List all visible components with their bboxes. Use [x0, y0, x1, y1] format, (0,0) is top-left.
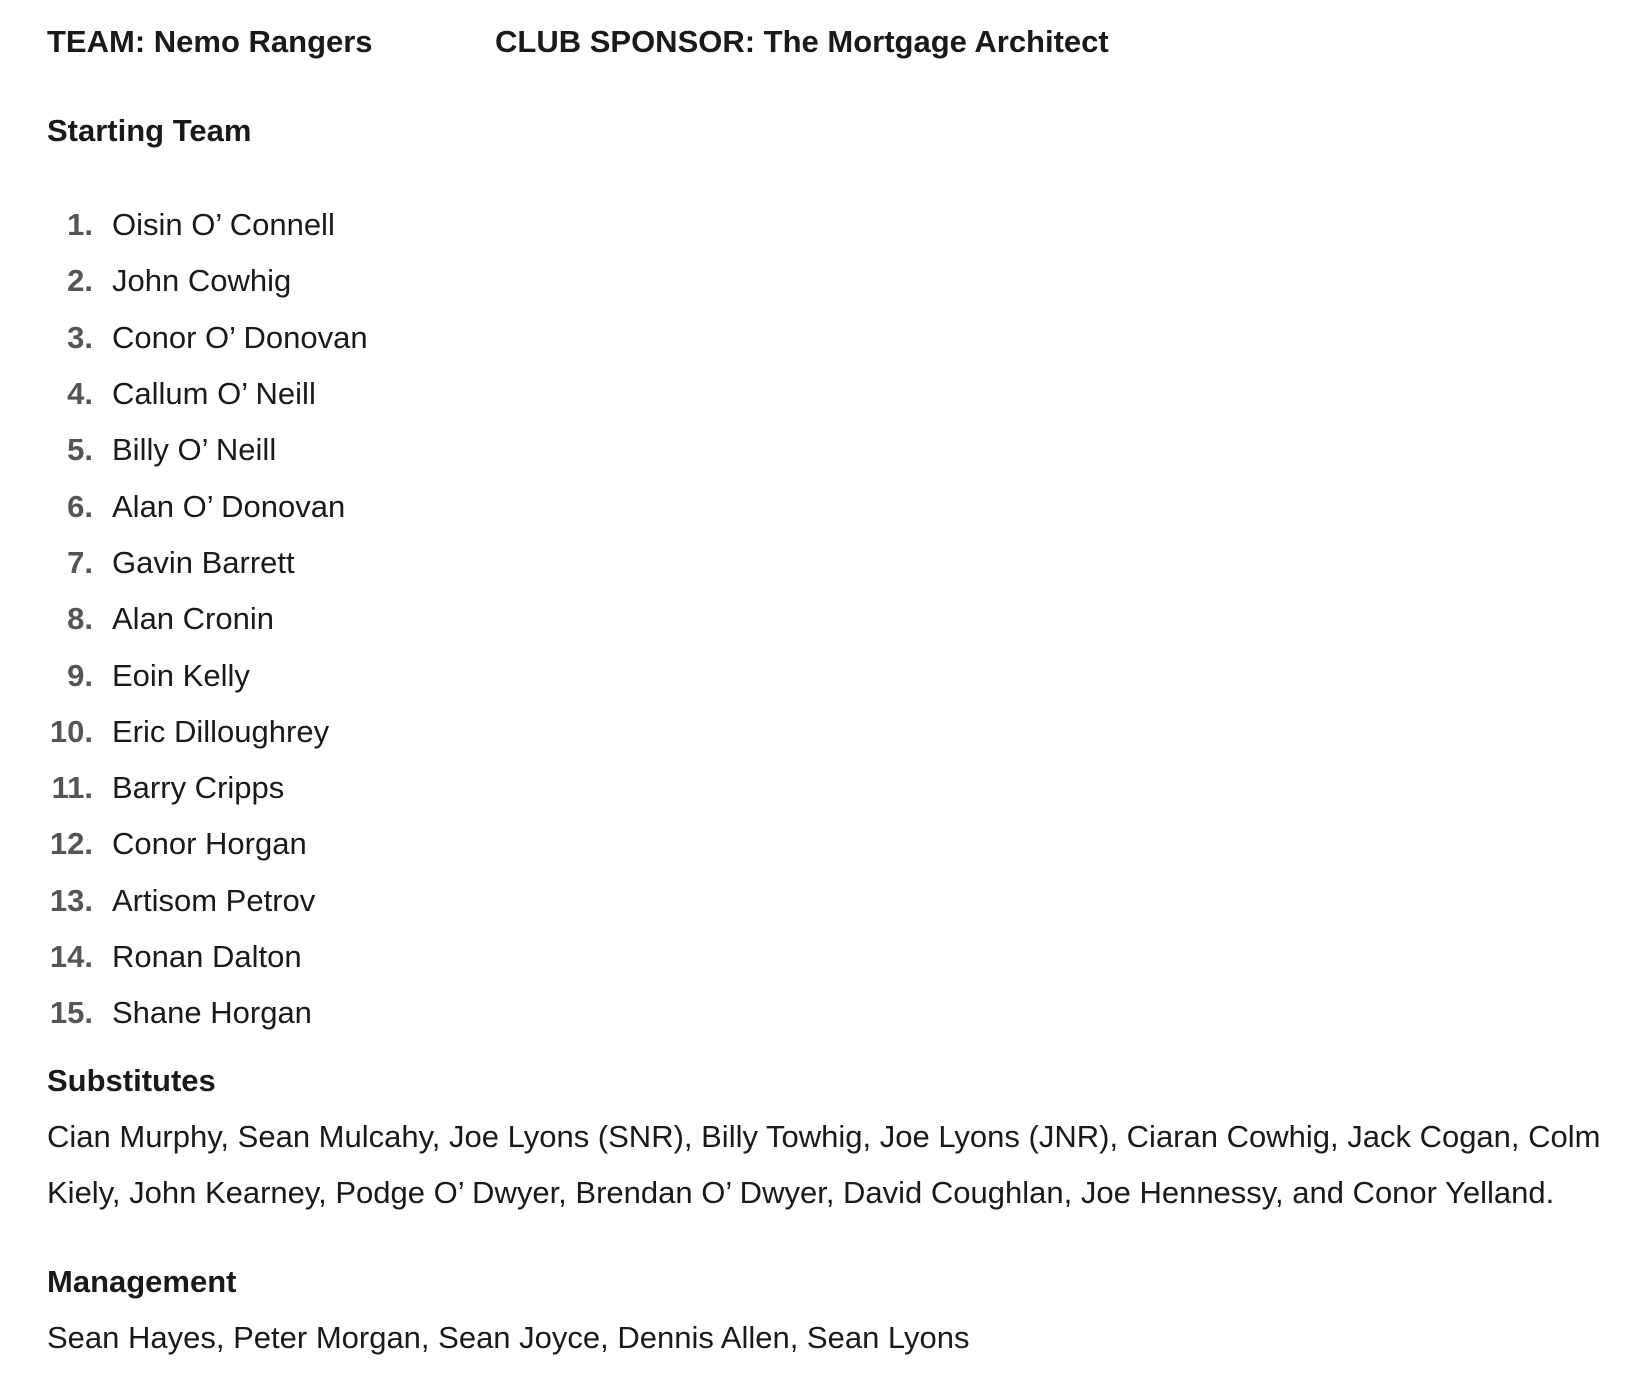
player-name: Gavin Barrett — [112, 544, 295, 580]
list-item — [47, 929, 368, 985]
player-name: Barry Cripps — [112, 770, 285, 806]
list-number: 15. — [49, 995, 93, 1031]
team-name-heading: TEAM: Nemo Rangers — [47, 24, 373, 59]
list-item — [47, 591, 368, 647]
player-name: Billy O’ Neill — [112, 432, 277, 468]
player-name: Alan Cronin — [112, 601, 274, 637]
list-item — [47, 704, 368, 760]
player-name: Ronan Dalton — [112, 939, 302, 974]
list-number: 11. — [51, 770, 93, 806]
list-item — [47, 366, 368, 422]
management-list: Sean Hayes, Peter Morgan, Sean Joyce, Dennis Allen, Sean Lyons — [47, 1320, 970, 1355]
list-item — [47, 422, 368, 478]
player-name: Callum O’ Neill — [112, 376, 316, 412]
list-number: 4. — [67, 376, 93, 412]
list-number: 1. — [67, 207, 93, 243]
player-name: Eoin Kelly — [112, 657, 250, 693]
list-item — [47, 197, 368, 253]
starting-team-title: Starting Team — [47, 113, 252, 148]
list-number: 13. — [49, 882, 93, 918]
club-sponsor-heading: CLUB SPONSOR: The Mortgage Architect — [495, 24, 1109, 59]
list-number: 10. — [49, 713, 93, 749]
starting-team-list — [47, 197, 368, 1041]
player-name: Conor O’ Donovan — [112, 319, 368, 355]
document-header — [47, 22, 1347, 62]
list-number: 7. — [67, 544, 93, 580]
list-number: 14. — [49, 939, 93, 974]
list-item — [47, 647, 368, 703]
player-name: Shane Horgan — [112, 995, 312, 1031]
list-number: 2. — [67, 263, 93, 299]
list-item — [47, 816, 368, 872]
player-name: John Cowhig — [112, 263, 292, 299]
list-item — [47, 253, 368, 309]
list-item — [47, 310, 368, 366]
list-item — [47, 535, 368, 591]
list-number: 3. — [67, 319, 93, 355]
list-item — [47, 873, 368, 929]
list-item — [47, 478, 368, 534]
list-item — [47, 985, 368, 1041]
player-name: Alan O’ Donovan — [112, 488, 346, 524]
management-title: Management — [47, 1264, 237, 1299]
substitutes-list: Cian Murphy, Sean Mulcahy, Joe Lyons (SNR), Billy Towhig, Joe Lyons (JNR), Ciaran Cowhig, Jack Cogan, Colm Kiely, John Kearney, Podge O’ Dwyer, Brendan O’ Dwyer, David Coughlan, Joe Hennessy, and Conor Yelland. — [47, 1119, 1601, 1210]
player-name: Eric Dilloughrey — [112, 713, 330, 749]
player-name: Conor Horgan — [112, 826, 307, 862]
player-name: Oisin O’ Connell — [112, 207, 335, 243]
list-number: 5. — [67, 432, 93, 468]
list-number: 6. — [67, 488, 93, 524]
list-item — [47, 760, 368, 816]
list-number: 9. — [67, 657, 93, 693]
player-name: Artisom Petrov — [112, 882, 316, 918]
list-number: 12. — [49, 826, 93, 862]
list-number: 8. — [67, 601, 93, 637]
substitutes-title: Substitutes — [47, 1063, 216, 1098]
